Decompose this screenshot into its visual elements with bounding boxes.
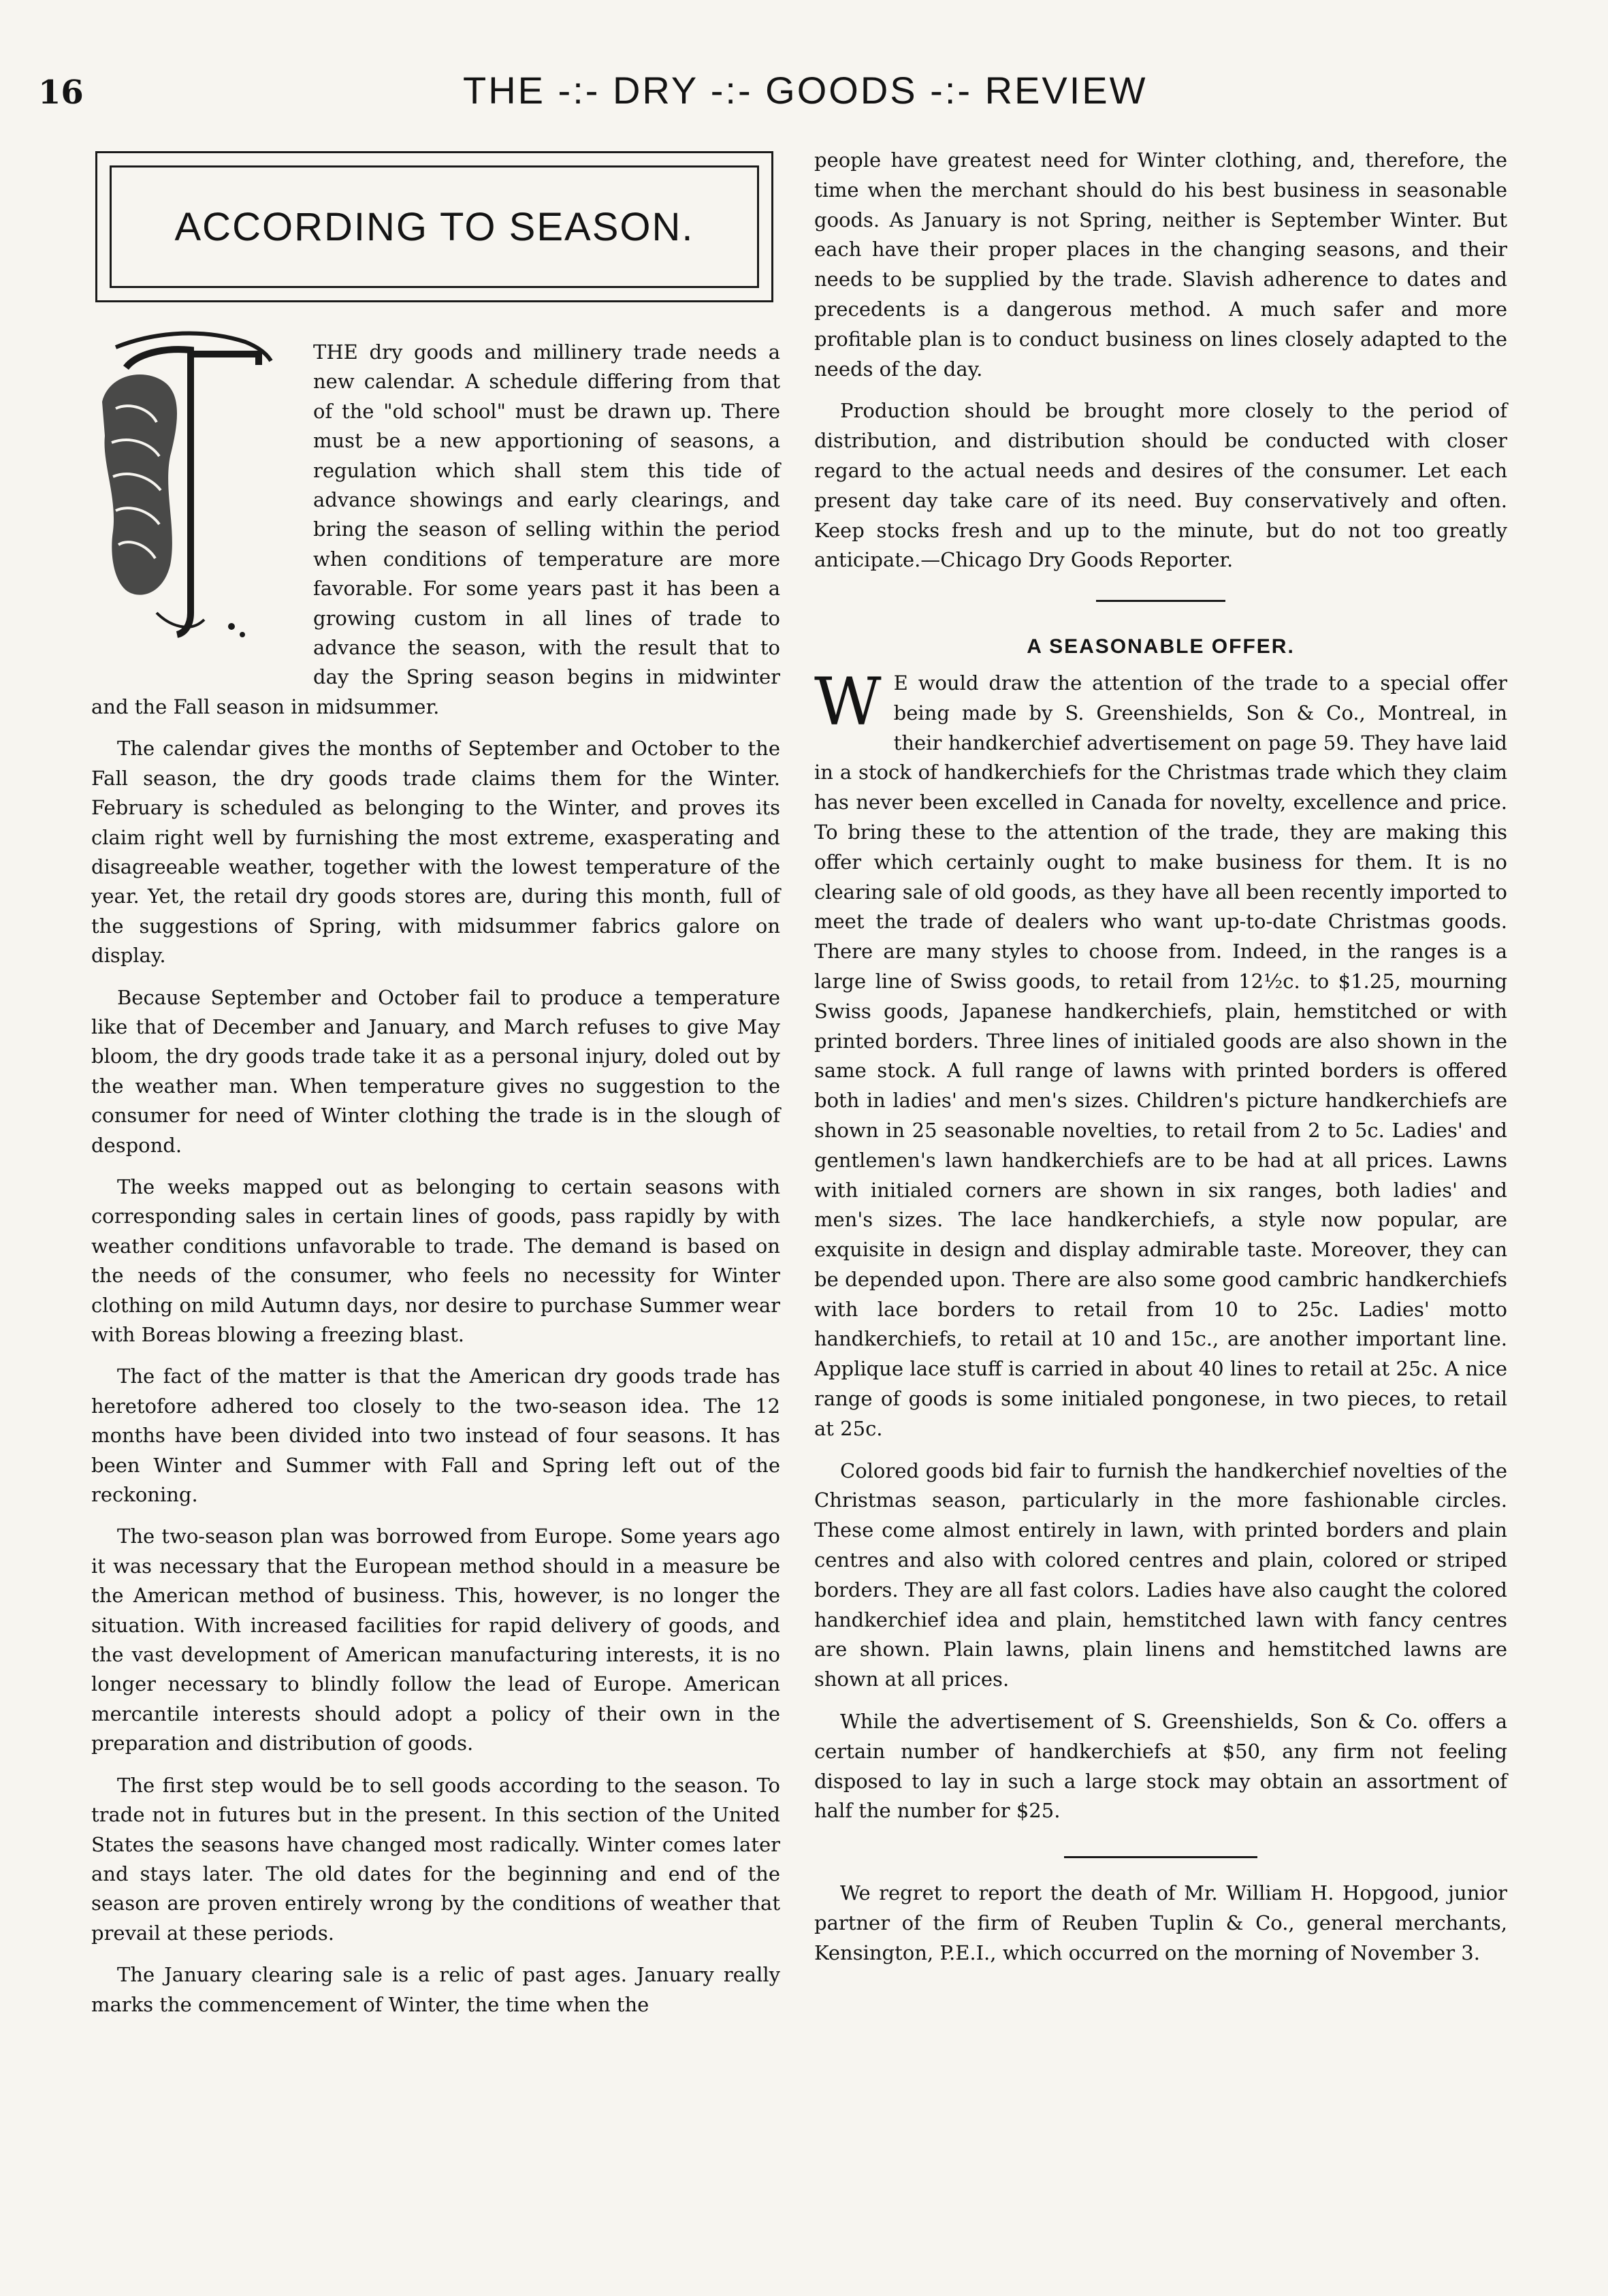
article-continued-paragraph-1: people have greatest need for Winter clothing, and, therefore, the time when the merchant should do his best business in seasonable goods. As January is not Spring, neither is September Winter. But each have their proper places in the changing seasons, and their needs to be supplied by the trade. Slavish adherence to dates and precedents is a dangerous method. A much safer and more profitable plan is to conduct business on lines closely adapted to the needs of the day.	[814, 148, 1507, 381]
section-divider	[1096, 600, 1225, 602]
article-title: ACCORDING TO SEASON.	[174, 204, 694, 249]
article-paragraph-7: The first step would be to sell goods according to the season. To trade not in futures but in the present. In this section of the United States the seasons have changed most radically. Winter comes later and stays later. The old dates for the beginning and end of the season are proven entirely wrong by the conditions of weather that prevail at these periods.	[91, 1773, 780, 1945]
drop-cap-spacer	[91, 338, 313, 677]
obituary-notice: We regret to report the death of Mr. William H. Hopgood, junior partner of the firm of Reuben Tuplin & Co., general merchants, Kensington, P.E.I., which occurred on the morning of November 3.	[814, 1881, 1507, 1964]
article-paragraph-8: The January clearing sale is a relic of past ages. January really marks the commencement of Winter, the time when the	[91, 1963, 780, 2016]
seasonable-offer-paragraph-1	[814, 663, 1507, 1444]
notice-divider	[1064, 1856, 1257, 1858]
article-paragraph-5: The fact of the matter is that the American dry goods trade has heretofore adhered too closely to the two-season idea. The 12 months have been divided into two instead of four seasons. It has been Winter and Summer with Fall and Spring left out of the reckoning.	[91, 1365, 780, 1507]
page-header	[0, 65, 1608, 127]
page-number: 16	[38, 74, 84, 112]
article-paragraph-1: THE dry goods and millinery trade needs a new calendar. A schedule differing from that of the "old school" must be drawn up. There must be a new apportioning of seasons, a regulation which shall stem this tide of advance showings and early clearings, and bring the season of selling within the period when conditions of temperature are more favorable. For some years past it has been a growing custom in all lines of trade to advance the season, with the result that to day the Spring season begins in midwinter and the Fall season in midsummer.	[91, 340, 780, 718]
article-paragraph-3: Because September and October fail to produce a temperature like that of December and January, and March refuses to give May bloom, the dry goods trade take it as a personal injury, doled out by the weather man. When temperature gives no suggestion to the consumer for need of Winter clothing the trade is in the slough of despond.	[91, 985, 780, 1157]
article-title-inner-frame	[110, 165, 759, 288]
seasonable-offer-paragraph-3: While the advertisement of S. Greenshields, Son & Co. offers a certain number of handkerchiefs at $50, any firm not feeling disposed to lay in such a large stock may obtain an assortment of half the number for $25.	[814, 1710, 1507, 1823]
initial-w: W	[814, 663, 882, 740]
article-left-column	[91, 338, 780, 2020]
article-right-column	[814, 146, 1507, 1968]
article-paragraph-4: The weeks mapped out as belonging to certain seasons with corresponding sales in certain lines of goods, pass rapidly by with weather conditions unfavorable to trade. The demand is based on the needs of the consumer, who feels no necessity for Winter clothing on mild Autumn days, nor desire to purchase Summer wear with Boreas blowing a freezing blast.	[91, 1175, 780, 1346]
running-title: THE -:- DRY -:- GOODS -:- REVIEW	[463, 69, 1148, 112]
seasonable-offer-paragraph-2: Colored goods bid fair to furnish the handkerchief novelties of the Christmas season, particularly in the more fashionable circles. These come almost entirely in lawn, with printed borders and plain centres and also with colored centres and plain, colored or striped borders. They are all fast colors. Ladies have also caught the colored handkerchief idea and plain, hemstitched lawn with fancy centres are shown. Plain lawns, plain linens and hemstitched lawns are shown at all prices.	[814, 1458, 1507, 1691]
article-continued-paragraph-2: Production should be brought more closely to the period of distribution, and distribution should be conducted with closer regard to the actual needs and desires of the consumer. Let each present day take care of its need. Buy conservatively and often. Keep stocks fresh and up to the minute, but do not too greatly anticipate.—Chicago Dry Goods Reporter.	[814, 399, 1507, 572]
article-paragraph-2: The calendar gives the months of September and October to the Fall season, the dry goods trade claims them for the Winter. February is scheduled as belonging to the Winter, and proves its claim right well by furnishing the most extreme, exasperating and disagreeable weather, together with the lowest temperature of the year. Yet, the retail dry goods stores are, during this month, full of the suggestions of Spring, with midsummer fabrics galore on display.	[91, 737, 780, 968]
seasonable-offer-text-1: E would draw the attention of the trade to a special offer being made by S. Greenshields, Son & Co., Montreal, in their handkerchief advertisement on page 59. They have laid in a stock of handkerchiefs for the Christmas trade which they claim has never been excelled in Canada for novelty, excellence and price. To bring these to the attention of the trade, they are making this offer which certainly ought to make business for them. It is no clearing sale of old goods, as they have all been recently imported to meet the trade of dealers who want up-to-date Christmas goods. There are many styles to choose from. Indeed, in the ranges is a large line of Swiss goods, to retail from 12½c. to $1.25, mourning Swiss goods, Japanese handkerchiefs, plain, hemstitched or with printed borders. Three lines of initialed goods are also shown in the same stock. A full range of lawns with printed borders is offered both in ladies' and men's sizes. Children's picture handkerchiefs are shown in 25 seasonable novelties, to retail from 2 to 5c. Ladies' and gentlemen's lawn handkerchiefs are to be had at all prices. Lawns with initialed corners are shown in six ranges, both ladies' and men's sizes. The lace handkerchiefs, a style now popular, are exquisite in design and display admirable taste. Moreover, they can be depended upon. There are also some good cambric handkerchiefs with lace borders to retail from 10 to 25c. Ladies' motto handkerchiefs, to retail at 10 and 15c., are another important line. Applique lace stuff is carried in about 40 lines to retail at 25c. A nice range of goods is some initialed pongonese, in two pieces, to retail at 25c.	[814, 671, 1507, 1440]
article-paragraph-6: The two-season plan was borrowed from Europe. Some years ago it was necessary that the European method should in a measure be the American method of business. This, however, is no longer the situation. With increased facilities for rapid delivery of goods, and the vast development of American manufacturing interests, it is no longer necessary to blindly follow the lead of Europe. American mercantile interests should adopt a policy of their own in the preparation and distribution of goods.	[91, 1525, 780, 1755]
article-title-box	[95, 151, 773, 302]
seasonable-offer-heading: A SEASONABLE OFFER.	[1027, 635, 1295, 658]
